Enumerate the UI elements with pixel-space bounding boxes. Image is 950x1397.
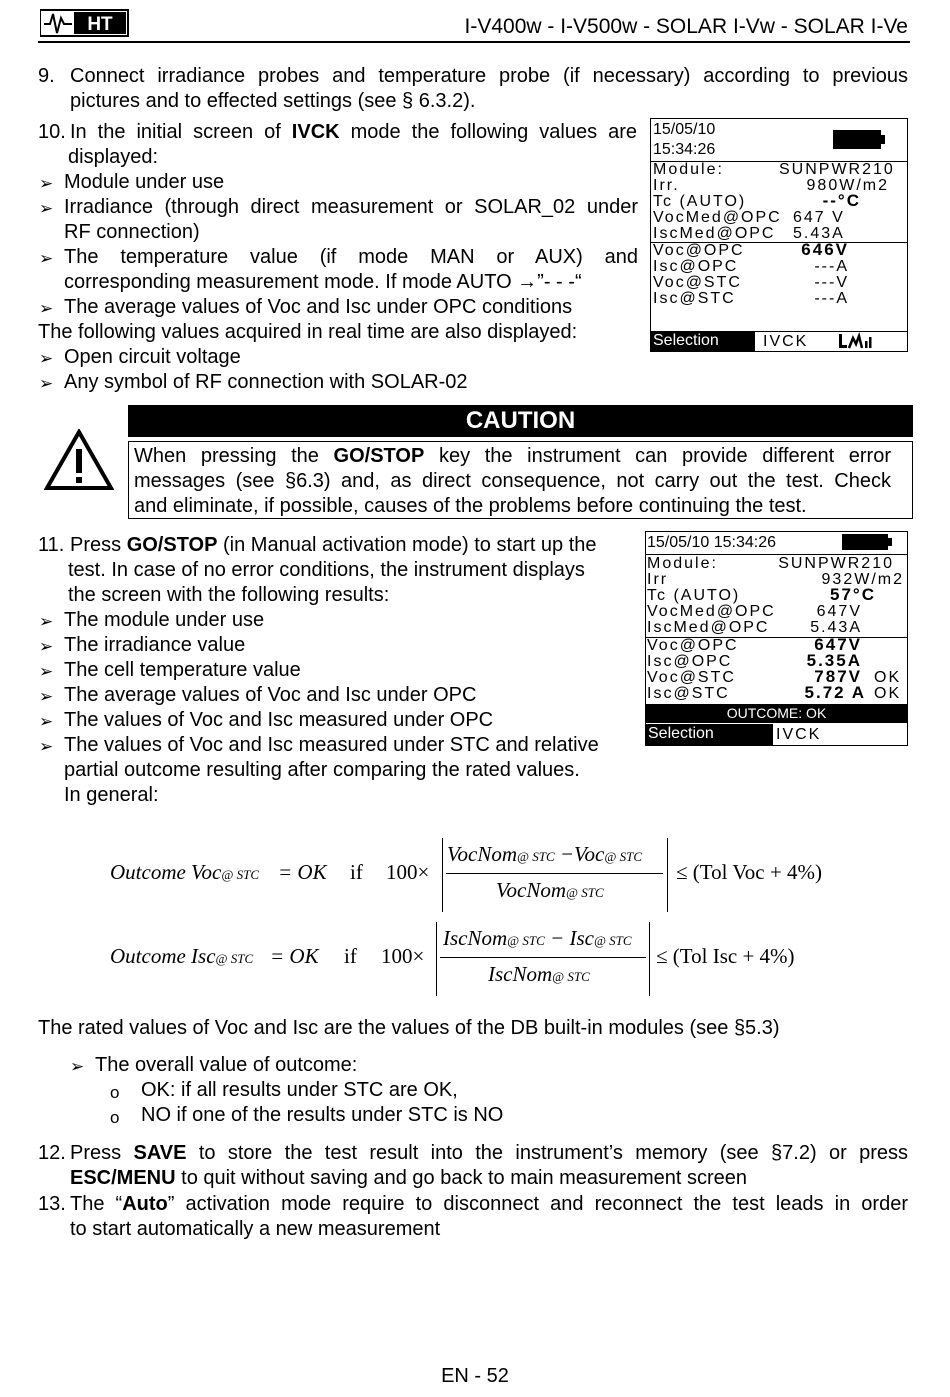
- bullet-arrow-icon: ➢: [39, 612, 54, 631]
- logo-text: HT: [87, 14, 113, 35]
- row-label: Voc@STC: [647, 669, 736, 686]
- realtime-bullet-2: Any symbol of RF connection with SOLAR-02: [64, 371, 468, 393]
- step-10-number: 10.: [38, 121, 66, 143]
- screen-datetime: 15/05/10 15:34:26: [647, 534, 777, 551]
- row-value: 980W/m2: [806, 177, 889, 194]
- row-label: Tc (AUTO): [647, 587, 741, 604]
- row-value: 647V: [814, 635, 862, 654]
- overall-outcome-bullet: The overall value of outcome:: [95, 1054, 358, 1076]
- step-13-line-1: The “Auto” activation mode require to disconnect and reconnect the test leads in order: [70, 1193, 908, 1215]
- page-number: EN - 52: [441, 1365, 509, 1387]
- formula-isc-lhs: Outcome Isc@ STC: [110, 944, 254, 968]
- step-10-bullet-1: Module under use: [64, 171, 225, 193]
- circle-bullet: o: [110, 1108, 120, 1127]
- formula-voc-denominator: VocNom@ STC: [496, 878, 604, 902]
- row-label: IscMed@OPC: [647, 619, 770, 636]
- battery-tip: [881, 135, 885, 144]
- formula-voc-eq: = OK: [278, 860, 327, 884]
- step-10-bullet-2-cont: RF connection): [64, 221, 200, 243]
- bullet-arrow-icon: ➢: [39, 662, 54, 681]
- bullet-arrow-icon: ➢: [39, 174, 54, 193]
- battery-icon: [842, 534, 888, 550]
- row-label: Irr: [647, 571, 669, 588]
- row-label: IscMed@OPC: [653, 225, 776, 242]
- step-10-bullet-4: The average values of Voc and Isc under OPC conditions: [64, 296, 573, 318]
- row-label: VocMed@OPC: [653, 209, 782, 226]
- bullet-arrow-icon: ➢: [39, 349, 54, 368]
- step-9-line-2: pictures and to effected settings (see § 6.3.2).: [70, 90, 476, 112]
- formula-voc-if: if: [350, 860, 363, 884]
- battery-icon: [833, 130, 881, 149]
- bullet-arrow-icon: ➢: [39, 199, 54, 218]
- caution-line-1: When pressing the GO/STOP key the instrument can provide different error: [134, 445, 891, 467]
- row-label: Voc@OPC: [647, 637, 739, 654]
- step-11-line-3: the screen with the following results:: [68, 584, 390, 606]
- row-label: VocMed@OPC: [647, 603, 776, 620]
- step-12-number: 12.: [38, 1142, 66, 1164]
- row-label: Voc@STC: [653, 274, 742, 291]
- realtime-bullet-1: Open circuit voltage: [64, 346, 241, 368]
- step-11-line-1: Press GO/STOP (in Manual activation mode) to start up the: [70, 534, 597, 556]
- step-11-bullet-5: The values of Voc and Isc measured under OPC: [64, 709, 494, 731]
- bullet-arrow-icon: ➢: [39, 712, 54, 731]
- formula-isc-numerator: IscNom@ STC − Isc@ STC: [443, 926, 632, 950]
- step-11-number: 11.: [38, 534, 65, 556]
- screen-date: 15/05/10: [653, 121, 716, 138]
- instrument-screen-result: [645, 531, 908, 746]
- row-value: 932W/m2: [821, 571, 904, 588]
- formula-voc-factor: 100×: [386, 860, 430, 884]
- step-11-bullet-1: The module under use: [64, 609, 265, 631]
- row-label: Module:: [647, 555, 718, 572]
- overall-item-no: NO if one of the results under STC is NO: [141, 1104, 504, 1126]
- header-divider: [38, 41, 910, 43]
- screen-time: 15:34:26: [653, 141, 716, 158]
- step-12-line-1: Press SAVE to store the test result into the instrument’s memory (see §7.2) or press: [70, 1142, 909, 1164]
- row-value: 647V: [816, 603, 862, 620]
- caution-line-2: messages (see §6.3) and, as direct consequence, not carry out the test. Check: [134, 470, 891, 492]
- warning-triangle-icon: [44, 429, 114, 491]
- step-11-bullet-3: The cell temperature value: [64, 659, 301, 681]
- row-value: 5.43A: [793, 225, 845, 242]
- row-label: Irr.: [653, 177, 680, 194]
- row-value: --°C: [822, 191, 861, 210]
- step-11-in-general: In general:: [64, 784, 159, 806]
- row-label: Isc@STC: [647, 685, 730, 702]
- rated-values-text: The rated values of Voc and Isc are the values of the DB built-in modules (see §5.3): [38, 1017, 780, 1039]
- row-label: Voc@OPC: [653, 242, 745, 259]
- caution-line-3: and eliminate, if possible, causes of the problems before continuing the test.: [134, 495, 807, 517]
- row-value: 647 V: [793, 209, 845, 226]
- step-10-line-2: displayed:: [68, 146, 159, 168]
- row-label: Tc (AUTO): [653, 193, 747, 210]
- bullet-arrow-icon: ➢: [39, 249, 54, 268]
- row-label: Isc@STC: [653, 290, 736, 307]
- step-10-line-1: In the initial screen of IVCK mode the following values are: [70, 121, 637, 143]
- overall-item-ok: OK: if all results under STC are OK,: [141, 1079, 458, 1101]
- mode-label: IVCK: [776, 726, 822, 743]
- row-value: SUNPWR210: [779, 161, 895, 178]
- formula-isc-denominator: IscNom@ STC: [488, 962, 590, 986]
- row-value: 57°C: [830, 585, 876, 604]
- formula-voc-numerator: VocNom@ STC −Voc@ STC: [447, 842, 642, 866]
- instrument-screen-initial: [650, 118, 908, 352]
- selection-label: Selection: [651, 331, 755, 351]
- formula-voc-rhs: ≤ (Tol Voc + 4%): [676, 860, 822, 884]
- caution-title: CAUTION: [128, 405, 913, 437]
- step-11-bullet-4: The average values of Voc and Isc under OPC: [64, 684, 477, 706]
- row-label: Isc@OPC: [647, 653, 733, 670]
- row-value: 646V: [801, 240, 849, 259]
- realtime-intro: The following values acquired in real time are also displayed:: [38, 321, 578, 343]
- bullet-arrow-icon: ➢: [39, 687, 54, 706]
- ht-logo: [40, 8, 130, 38]
- step-11-bullet-2: The irradiance value: [64, 634, 246, 656]
- row-value: 5.35A: [806, 651, 862, 670]
- row-value: ---A: [814, 258, 849, 275]
- bullet-arrow-icon: ➢: [39, 299, 54, 318]
- bullet-arrow-icon: ➢: [39, 374, 54, 393]
- row-value: ---A: [814, 290, 849, 307]
- formula-isc-eq: = OK: [270, 944, 319, 968]
- selection-label: Selection: [646, 724, 773, 745]
- bullet-arrow-icon: ➢: [39, 637, 54, 656]
- battery-tip: [888, 538, 892, 546]
- rf-signal-icon: [837, 332, 875, 350]
- step-10-bullet-2: Irradiance (through direct measurement or SOLAR_02 under: [64, 196, 638, 218]
- step-11-bullet-6: The values of Voc and Isc measured under STC and relative: [64, 734, 599, 756]
- row-value: ---V: [814, 274, 849, 291]
- row-value: 787V: [814, 667, 862, 686]
- formula-isc-factor: 100×: [381, 944, 425, 968]
- step-12-line-2: ESC/MENU to quit without saving and go back to main measurement screen: [70, 1167, 748, 1189]
- row-value: 5.43A: [810, 619, 862, 636]
- formula-isc-rhs: ≤ (Tol Isc + 4%): [656, 944, 795, 968]
- row-label: Module:: [653, 161, 724, 178]
- step-13-line-2: to start automatically a new measurement: [70, 1218, 441, 1240]
- header-title: I-V400w - I-V500w - SOLAR I-Vw - SOLAR I-Ve: [464, 15, 908, 38]
- step-11-bullet-6-cont: partial outcome resulting after comparing the rated values.: [64, 759, 580, 781]
- row-status: OK: [874, 685, 902, 702]
- circle-bullet: o: [110, 1083, 120, 1102]
- row-value: 5.72 A: [804, 683, 866, 702]
- formula-voc-lhs: Outcome Voc@ STC: [110, 860, 260, 884]
- bullet-arrow-icon: ➢: [39, 737, 54, 756]
- step-10-bullet-3: The temperature value (if mode MAN or AUX) and: [64, 246, 638, 268]
- bullet-arrow-icon: ➢: [70, 1057, 85, 1076]
- step-13-number: 13.: [38, 1193, 66, 1215]
- formula-isc-if: if: [344, 944, 357, 968]
- step-9-line-1: Connect irradiance probes and temperature probe (if necessary) according to previous: [70, 65, 908, 87]
- row-label: Isc@OPC: [653, 258, 739, 275]
- row-value: SUNPWR210: [778, 555, 894, 572]
- row-status: OK: [874, 669, 902, 686]
- step-10-bullet-3-cont: corresponding measurement mode. If mode AUTO →”- - -“: [64, 271, 582, 293]
- outcome-bar: OUTCOME: OK: [646, 704, 907, 723]
- step-9-number: 9.: [38, 65, 55, 87]
- step-11-line-2: test. In case of no error conditions, the instrument displays: [68, 559, 585, 581]
- mode-label: IVCK: [763, 333, 809, 350]
